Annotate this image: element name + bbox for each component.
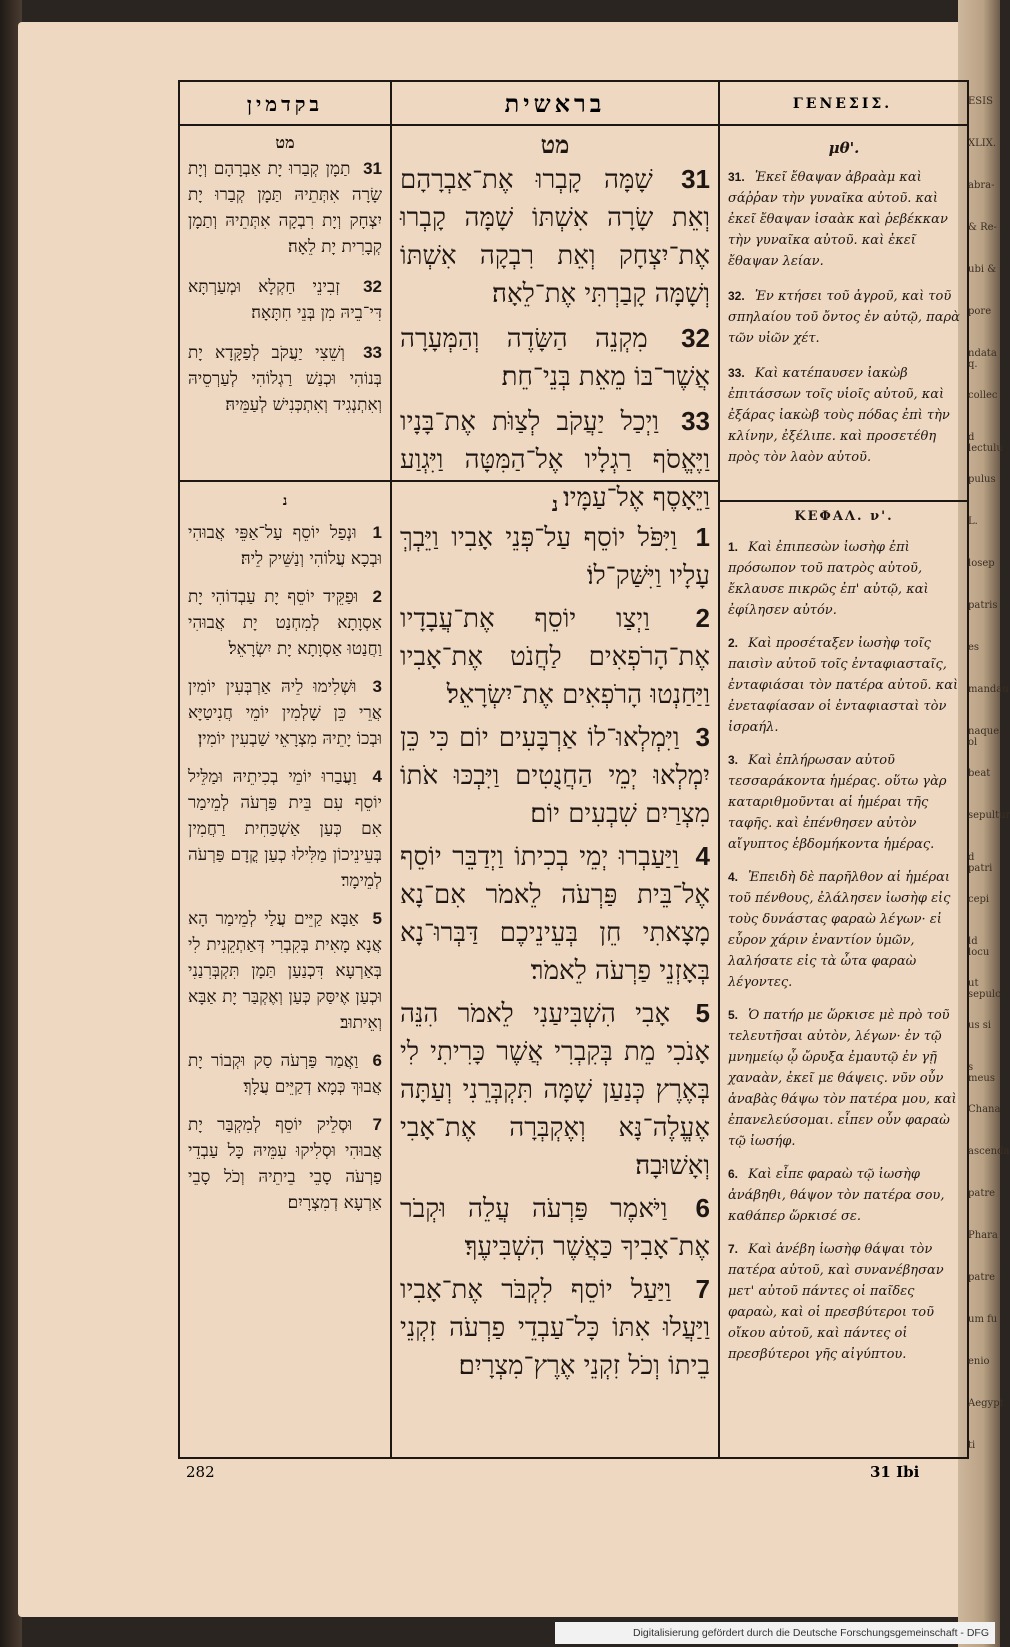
greek-verse-number: 2. — [728, 636, 739, 650]
targum-ch50-number: נ — [282, 493, 288, 509]
column-rule-1 — [390, 82, 392, 1457]
greek-verse-text: Καὶ προσέταξεν ἰωσὴφ τοῖς παισὶν αὐτοῦ τοῖς ἐνταφιασταῖς, ἐνταφιάσαι τὸν πατέρα αὐτοῦ. καὶ ἐνεταφίασαν οἱ ἐνταφιασταὶ τὸν ἰσραήλ. — [728, 636, 959, 735]
greek-verse — [728, 750, 960, 855]
margin-fragment: cepi — [968, 894, 990, 905]
greek-verse — [728, 1164, 960, 1227]
hebrew-verse-number: 33 — [681, 406, 710, 436]
greek-verse-number: 31. — [728, 170, 745, 184]
margin-fragment: beat — [968, 768, 991, 779]
margin-fragment: us si — [968, 1020, 992, 1031]
targum-verse — [188, 906, 382, 1036]
targum-verse-number: 2 — [372, 587, 382, 606]
hebrew-verse-number: 32 — [681, 323, 710, 353]
hebrew-verse — [400, 1189, 710, 1266]
margin-fragment: ascenda — [968, 1146, 1010, 1157]
margin-fragment: & Re- — [968, 222, 997, 233]
targum-verse-text: זְבִינֵי חַקְלָא וּמְעַרְתָּא דִּי־בֵיהּ מִן בְּנֵי חִתָּאָה׃ — [188, 277, 382, 323]
targum-verse — [188, 584, 382, 662]
hebrew-verse-text: וַיְכַל יַעֲקֹב לְצַוֹּת אֶת־בָּנָיו וַיֶּאֱסֹף רַגְלָיו אֶל־הַמִּטָּה וַיִּגְוַע וַיֵּאָסֶף אֶל־עַמָּיו׃ — [400, 407, 710, 513]
greek-verse-number: 5. — [728, 1008, 739, 1022]
hebrew-ch49-number: מט — [540, 130, 570, 159]
targum-verse-number: 6 — [372, 1051, 382, 1070]
margin-fragment: patris — [968, 600, 998, 611]
greek-verse — [728, 286, 960, 349]
targum-verse-text: וַאֲמַר פַּרְעֹה סַק וּקְבוֹר יָת אֲבוּךְ כְּמָא דְקַיֵּים עֲלָךְ׃ — [188, 1051, 382, 1097]
hebrew-verse-text: וַיִּפֹּל יוֹסֵף עַל־פְּנֵי אָבִיו וַיֵּבְךְּ עָלָיו וַיִּשַּׁק־לוֹ׃ — [400, 523, 710, 591]
margin-fragment: naque ol — [968, 726, 1000, 748]
hebrew-verse-text: וַיַּעַבְרוּ יְמֵי בְכִיתוֹ וַיְדַבֵּר יוֹסֵף אֶל־בֵּית פַּרְעֹה לֵאמֹר אִם־נָא מָצָאתִי חֵן בְּעֵינֵיכֶם דַּבְּרוּ־נָא בְּאָזְנֵי פַרְעֹה לֵאמֹר׃ — [400, 842, 710, 986]
targum-verse — [188, 1112, 382, 1216]
greek-verse-number: 6. — [728, 1167, 739, 1181]
margin-fragment: XLIX. — [968, 138, 997, 149]
targum-ch49-number: מט — [275, 133, 295, 152]
hebrew-verse-number: 6 — [695, 1193, 710, 1223]
margin-fragment: Chana — [968, 1104, 1001, 1115]
margin-fragment: losep — [968, 558, 995, 569]
hebrew-verse — [400, 837, 710, 990]
hebrew-verse-number: 7 — [695, 1274, 710, 1304]
hebrew-verse-number: 1 — [695, 522, 710, 552]
margin-fragment: d patri — [968, 852, 993, 874]
margin-fragment: collec — [968, 390, 998, 401]
margin-fragment: patre — [968, 1272, 996, 1283]
hebrew-verse-number: 3 — [695, 722, 710, 752]
greek-verse-number: 33. — [728, 366, 745, 380]
hebrew-verse-text: וַיִּמְלְאוּ־לוֹ אַרְבָּעִים יוֹם כִּי כֵּן יִמְלְאוּ יְמֵי הַחֲנֻטִים וַיִּבְכּוּ אֹתוֹ מִצְרַיִם שִׁבְעִים יוֹם׃ — [400, 723, 710, 829]
greek-verse-number: 3. — [728, 753, 739, 767]
greek-column-header: ΓΕΝΕΣΙΣ. — [792, 96, 893, 112]
margin-fragment: patre — [968, 1188, 996, 1199]
targum-verse — [188, 340, 382, 418]
margin-fragment: um fu — [968, 1314, 998, 1325]
margin-fragment: ld locu — [968, 936, 990, 958]
greek-verse-text: Καὶ ἐπιπεσὼν ἰωσὴφ ἐπὶ πρόσωπον τοῦ πατρὸς αὐτοῦ, ἔκλαυσε πικρῶς ἐπ' αὐτῷ, καὶ ἐφίλησεν αὐτόν. — [728, 540, 929, 618]
column-rule-2 — [718, 82, 720, 1457]
targum-verse — [188, 764, 382, 894]
targum-verse-number: 33 — [363, 343, 382, 362]
margin-fragment: ut sepulc — [968, 978, 1001, 1000]
targum-verse-text: וְשֵׁצִי יַעֲקֹב לְפַקָּדָא יָת בְּנוֹהִי וּכְנַשׁ רַגְלוֹהִי לְעַרְסֵיהּ וְאִתְנְגִיד וְאִתְכְּנִישׁ לְעַמֵּיהּ׃ — [188, 343, 382, 415]
targum-chapter-rule — [180, 480, 390, 482]
page-number: 282 — [186, 1463, 215, 1481]
margin-fragment: pulus — [968, 474, 996, 485]
targum-verse — [188, 1048, 382, 1100]
scan-credit-bar: Digitalisierung gefördert durch die Deutsche Forschungsgemeinschaft - DFG — [555, 1622, 995, 1644]
hebrew-verse — [400, 518, 710, 595]
margin-fragment: ESIS — [968, 96, 993, 107]
margin-fragment: enio — [968, 1356, 990, 1367]
targum-verse — [188, 674, 382, 752]
margin-fragment: d lectulu — [968, 432, 1003, 454]
greek-ch50-number: ΚΕΦΑΛ. ν'. — [794, 509, 894, 524]
margin-fragment: mandau — [968, 684, 1009, 695]
targum-verse-text: אַבָּא קַיֵּים עֲלַי לְמֵימַר הָא אֲנָא מָאִית בְּקִבְרִי דְּאַתְקֵנִית לִי בְּאַרְעָא דִּכְנַעַן תַּמָן תִּקְבְּרִנַנִי וּכְעַן אֶיסַּק כְּעַן וְאֶקְבַּר יָת אַבָּא וְאֵיתוּב׃ — [188, 909, 382, 1033]
greek-verse — [728, 1005, 960, 1152]
greek-verse-text: Καὶ ἀνέβη ἰωσὴφ θάψαι τὸν πατέρα αὐτοῦ, καὶ συνανέβησαν μετ' αὐτοῦ πάντες οἱ παῖδες φαραὼ, καὶ οἱ πρεσβύτεροι τοῦ οἴκου αὐτοῦ, καὶ πάντες οἱ πρεσβύτεροι γῆς αἰγύπτου. — [728, 1242, 944, 1362]
hebrew-column-header: בראשית — [504, 89, 606, 118]
targum-verse-number: 4 — [372, 767, 382, 786]
greek-verse-text: Ὁ πατήρ με ὥρκισε μὲ πρὸ τοῦ τελευτῆσαι αὐτὸν, λέγων· ἐν τῷ μνημείῳ ᾧ ὤρυξα ἐμαυτῷ ἐν γῇ χαναὰν, ἐκεῖ με θάψεις. νῦν οὖν ἀναβὰς θάψω τὸν πατέρα μου, καὶ ἐπανελεύσομαι. εἶπεν οὖν φαραὼ τῷ ἰωσήφ. — [728, 1008, 957, 1149]
greek-verse-number: 7. — [728, 1242, 739, 1256]
greek-ch49 — [728, 138, 960, 482]
hebrew-ch49 — [400, 130, 710, 523]
greek-verse — [728, 537, 960, 621]
polyglot-frame — [178, 80, 969, 1459]
targum-ch49 — [188, 130, 382, 432]
margin-fragment: sepultur — [968, 810, 1010, 821]
hebrew-verse-text: מִקְנֵה הַשָּׂדֶה וְהַמְּעָרָה אֲשֶׁר־בּוֹ מֵאֵת בְּנֵי־חֵת׃ — [400, 324, 710, 392]
margin-fragment: pore — [968, 306, 992, 317]
hebrew-verse — [400, 994, 710, 1185]
targum-verse-number: 5 — [372, 909, 382, 928]
margin-fragment: abra- — [968, 180, 995, 191]
targum-verse-text: וַעֲבַרוּ יוֹמֵי בְכִיתֵיהּ וּמַלֵּיל יוֹסֵף עִם בֵּית פַּרְעֹה לְמֵימַר אִם כְּעַן אַשְׁכַּחִית רַחֲמִין בְּעֵינֵיכוֹן מַלִּילוּ כְעַן קֳדָם פַּרְעֹה לְמֵימָר׃ — [188, 767, 382, 891]
greek-verse-text: Ἐπειδὴ δὲ παρῆλθον αἱ ἡμέραι τοῦ πένθους, ἐλάλησεν ἰωσὴφ εἰς τοὺς δυνάστας φαραὼ λέγων· εἰ εὗρον χάριν ἐναντίον ὑμῶν, λαλήσατε εἰς τὰ ὦτα φαραὼ λέγοντες. — [728, 870, 951, 990]
margin-fragment: ndata q. — [968, 348, 997, 370]
margin-fragment: ti — [968, 1440, 976, 1451]
targum-verse — [188, 156, 382, 260]
greek-verse-number: 1. — [728, 540, 739, 554]
hebrew-verse-number: 31 — [681, 164, 710, 194]
targum-column-header: בקדמין — [246, 92, 324, 116]
header-rule — [180, 124, 967, 126]
hebrew-verse — [400, 1270, 710, 1385]
hebrew-verse — [400, 319, 710, 396]
margin-fragment: s meus — [968, 1062, 995, 1084]
greek-ch50 — [728, 506, 960, 1377]
targum-verse — [188, 520, 382, 572]
targum-verse-number: 31 — [363, 159, 382, 178]
hebrew-verse-text: וַיְצַו יוֹסֵף אֶת־עֲבָדָיו אֶת־הָרֹפְאִים לַחֲנֹט אֶת־אָבִיו וַיַּחַנְטוּ הָרֹפְאִים אֶת־יִשְׂרָאֵל׃ — [400, 604, 710, 710]
hebrew-verse — [400, 599, 710, 714]
targum-verse-text: וּפַקֵּיד יוֹסֵף יָת עַבְדוֹהִי יָת אַסְוָתָא לְמִחְנַט יָת אֲבוּהִי וַחֲנַטוּ אַסְוָתָא יָת יִשְׂרָאֵל׃ — [188, 587, 382, 659]
margin-fragment: es — [968, 642, 980, 653]
hebrew-verse-number: 5 — [695, 998, 710, 1028]
targum-verse-text: וּשְׁלִימוּ לֵיהּ אַרְבְּעִין יוֹמִין אֲרֵי כֵּן שָׁלְמִין יוֹמֵי חֲנִיטַיָּא וּבְכוֹ יָתֵיהּ מִצְרָאֵי שַׁבְעִין יוֹמִין׃ — [188, 677, 382, 749]
hebrew-verse-number: 4 — [695, 841, 710, 871]
greek-verse — [728, 867, 960, 993]
greek-verse-text: Καὶ εἶπε φαραὼ τῷ ἰωσὴφ ἀνάβηθι, θάψον τὸν πατέρα σου, καθάπερ ὥρκισέ σε. — [728, 1167, 945, 1224]
targum-verse-text: וּסְלֵיק יוֹסֵף לְמִקְבַּר יָת אֲבוּהִי וּסְלִיקוּ עִמֵּיהּ כָּל עַבְדֵי פַרְעֹה סָבֵי בֵיתֵיהּ וְכֹל סָבֵי אַרְעָא דְמִצְרָיִם׃ — [188, 1115, 382, 1213]
greek-verse-text: Καὶ κατέπαυσεν ἰακὼβ ἐπιτάσσων τοῖς υἱοῖς αὐτοῦ, καὶ ἐξάρας ἰακὼβ τοὺς πόδας ἐπὶ τὴν κλίνην, ἐξέλιπε. καὶ προσετέθη πρὸς τὸν λαὸν αὐτοῦ. — [728, 366, 950, 465]
greek-verse-text: Καὶ ἐπλήρωσαν αὐτοῦ τεσσαράκοντα ἡμέρας. οὕτω γὰρ καταριθμοῦνται αἱ ἡμέραι τῆς ταφῆς. καὶ ἐπένθησεν αὐτὸν αἴγυπτος ἑβδομήκοντα ἡμέρας. — [728, 753, 947, 852]
targum-verse — [188, 274, 382, 326]
greek-ch49-number: μθ'. — [828, 139, 860, 157]
greek-chapter-rule — [720, 500, 967, 502]
hebrew-verse-text: שָׁמָּה קָבְרוּ אֶת־אַבְרָהָם וְאֵת שָׂרָה אִשְׁתּוֹ שָׁמָּה קָבְרוּ אֶת־יִצְחָק וְאֵת רִבְקָה אִשְׁתּוֹ וְשָׁמָּה קָבַרְתִּי אֶת־לֵאָה׃ — [400, 165, 710, 309]
hebrew-ch50-number: נ — [551, 492, 559, 516]
hebrew-verse-text: וַיֹּאמֶר פַּרְעֹה עֲלֵה וּקְבֹר אֶת־אָבִיךָ כַּאֲשֶׁר הִשְׁבִּיעֶךָ׃ — [400, 1194, 710, 1262]
hebrew-verse-text: אָבִי הִשְׁבִּיעַנִי לֵאמֹר הִנֵּה אָנֹכִי מֵת בְּקִבְרִי אֲשֶׁר כָּרִיתִי לִי בְּאֶרֶץ כְּנַעַן שָׁמָּה תִּקְבְּרֵנִי וְעַתָּה אֶעֱלֶה־נָּא וְאֶקְבְּרָה אֶת־אָבִי וְאָשׁוּבָה׃ — [400, 999, 710, 1181]
targum-verse-number: 3 — [372, 677, 382, 696]
greek-verse-number: 32. — [728, 289, 745, 303]
targum-verse-number: 7 — [372, 1115, 382, 1134]
greek-verse — [728, 633, 960, 738]
greek-verse — [728, 363, 960, 468]
margin-fragment: Phara — [968, 1230, 998, 1241]
targum-verse-number: 1 — [372, 523, 382, 542]
greek-verse-text: Ἐκεῖ ἔθαψαν ἀβραὰμ καὶ σάῤῥαν τὴν γυναῖκα αὐτοῦ. καὶ ἐκεῖ ἔθαψαν ἰσαὰκ καὶ ῥεβέκκαν τὴν γυναῖκα αὐτοῦ. καὶ ἐκεῖ ἔθαψαν λείαν. — [728, 170, 948, 269]
targum-verse-text: וּנְפַל יוֹסֵף עַל־אַפֵּי אֲבוּהִי וּבְכָא עֲלוֹהִי וְנַשֵּׁיק לֵיהּ׃ — [188, 523, 382, 569]
hebrew-verse-text: וַיַּעַל יוֹסֵף לִקְבֹּר אֶת־אָבִיו וַיַּעֲלוּ אִתּוֹ כָּל־עַבְדֵי פַרְעֹה זִקְנֵי בֵיתוֹ וְכֹל זִקְנֵי אֶרֶץ־מִצְרָיִם׃ — [400, 1275, 710, 1381]
targum-ch50 — [188, 488, 382, 1228]
hebrew-verse — [400, 160, 710, 313]
hebrew-ch50 — [400, 490, 710, 1389]
catchword: 31 Ibi — [870, 1463, 920, 1481]
greek-verse-text: Ἐν κτήσει τοῦ ἀγροῦ, καὶ τοῦ σπηλαίου τοῦ ὄντος ἐν αὐτῷ, παρὰ τῶν υἱῶν χέτ. — [728, 289, 960, 346]
targum-verse-number: 32 — [363, 277, 382, 296]
hebrew-verse-number: 2 — [695, 603, 710, 633]
margin-fragment: L. — [968, 516, 978, 527]
greek-verse-number: 4. — [728, 870, 739, 884]
hebrew-verse — [400, 718, 710, 833]
margin-fragment: ubi & — [968, 264, 997, 275]
greek-verse — [728, 167, 960, 272]
targum-verse-text: תַמָן קְבַרוּ יָת אַבְרָהָם וְיָת שָׂרָה אִתְּתֵיהּ תַּמָן קְבַרוּ יָת יִצְחָק וְיָת רִבְקָה אִתְּתֵיהּ וְתַמָן קְבָרִית יָת לֵאָה׃ — [188, 159, 382, 257]
margin-fragment: Aegypt — [968, 1398, 1004, 1409]
greek-verse — [728, 1239, 960, 1365]
